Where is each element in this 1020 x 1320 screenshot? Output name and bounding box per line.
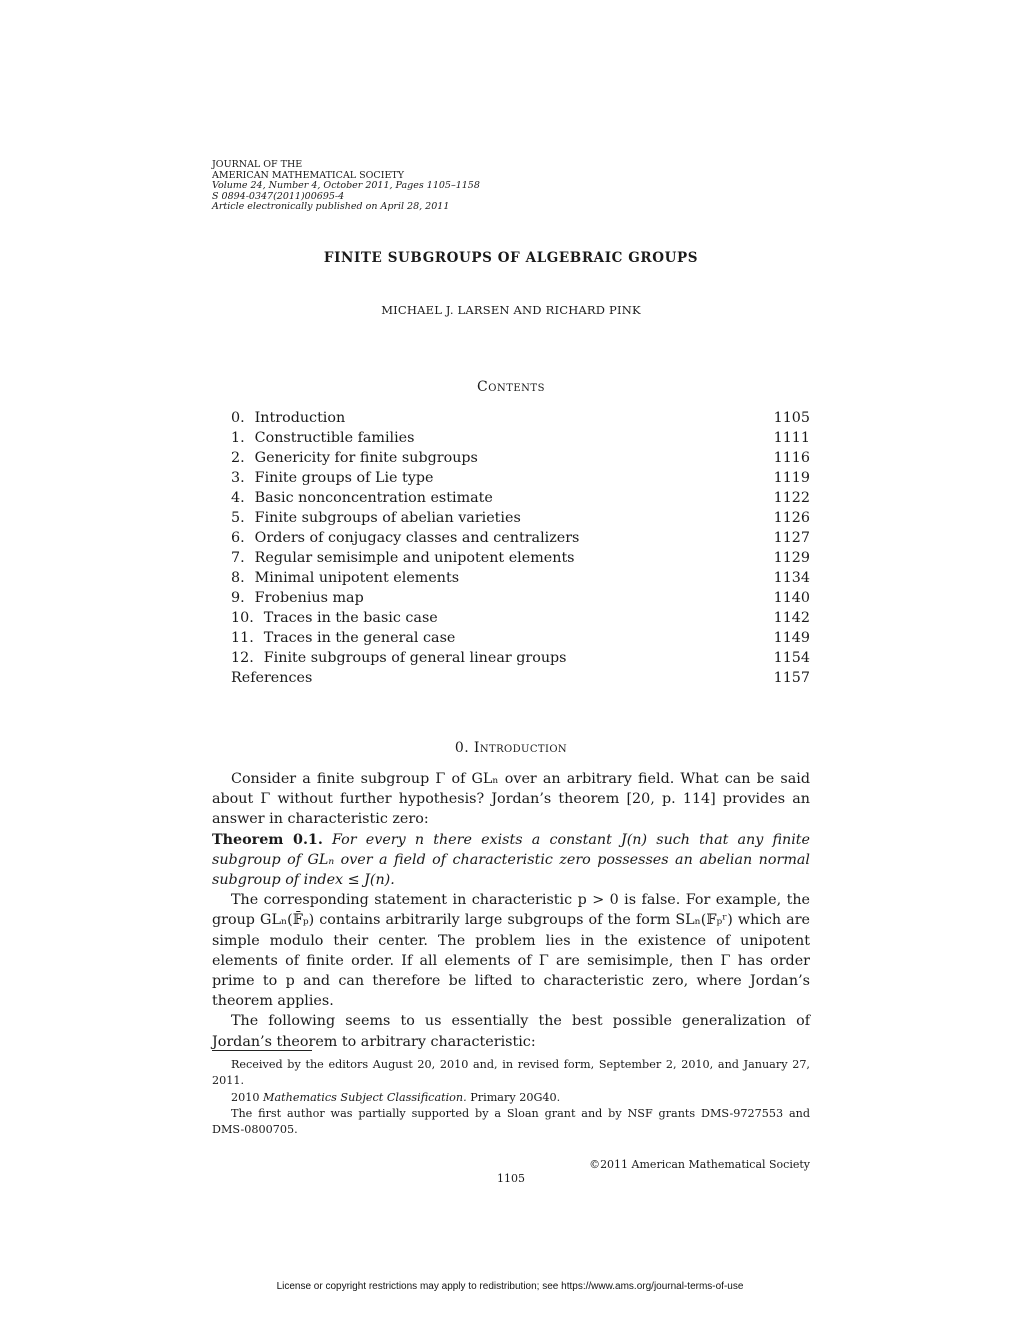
intro-paragraph-3: The following seems to us essentially the best possible generalization of Jordan’s theorem to arbitrary characteristic: (212, 1013, 810, 1050)
toc-entry (231, 448, 810, 468)
journal-name-line-2: AMERICAN MATHEMATICAL SOCIETY (212, 169, 404, 181)
toc-entry-number: 11. (231, 630, 254, 646)
toc-entry-number: 9. (231, 590, 245, 606)
toc-entry (231, 508, 810, 528)
toc-entry-title: Traces in the general case (263, 630, 456, 646)
toc-entry-page: 1129 (773, 550, 810, 566)
page-number: 1105 (497, 1172, 525, 1185)
toc-entry-title: Regular semisimple and unipotent elements (254, 550, 575, 566)
toc-entry (231, 428, 810, 448)
footnotes (212, 1057, 810, 1138)
msc-value: Primary 20G40. (470, 1090, 561, 1104)
paper-title: FINITE SUBGROUPS OF ALGEBRAIC GROUPS (323, 250, 699, 266)
introduction-body (212, 769, 810, 1052)
footnote-msc (212, 1090, 810, 1106)
toc-entry (231, 588, 810, 608)
toc-entry-title: Finite subgroups of abelian varieties (254, 510, 521, 526)
toc-entry-number: 3. (231, 470, 245, 486)
license-notice: License or copyright restrictions may apply to redistribution; see https://www.ams.org/journal-terms-of-use (276, 1281, 744, 1292)
toc-entry-number: 10. (231, 610, 254, 626)
toc-entry-number: 6. (231, 530, 245, 546)
toc-entry-number: 2. (231, 450, 245, 466)
toc-entry-number: 4. (231, 490, 245, 506)
toc-entry-number: 1. (231, 430, 245, 446)
toc-entry-page: 1149 (773, 630, 810, 646)
toc-entry-page: 1126 (773, 510, 810, 526)
contents-heading: Contents (477, 379, 545, 395)
toc-entry-page: 1154 (773, 650, 810, 666)
journal-header (212, 160, 480, 213)
toc-entry-page: 1142 (773, 610, 810, 626)
toc-entry-title: Orders of conjugacy classes and centralizers (254, 530, 580, 546)
toc-entry-number: 12. (231, 650, 254, 666)
toc-entry-references (231, 668, 810, 688)
toc-entry-number: 5. (231, 510, 245, 526)
theorem-label: Theorem 0.1. (212, 831, 323, 848)
footnote-rule (212, 1050, 312, 1051)
toc-entry-number: 8. (231, 570, 245, 586)
toc-entry-number: 7. (231, 550, 245, 566)
copyright-notice: ©2011 American Mathematical Society (589, 1158, 810, 1171)
journal-issn: S 0894-0347(2011)00695-4 (212, 190, 345, 202)
theorem-0-1 (212, 830, 810, 891)
theorem-statement: For every n there exists a constant J(n) such that any finite subgroup of GLₙ over a field of characteristic zero possesses an abelian normal subgroup of index ≤ J(n). (212, 831, 811, 889)
toc-entry-page: 1157 (773, 670, 810, 686)
toc-entry-page: 1105 (773, 410, 810, 426)
toc-entry-title: References (231, 670, 313, 686)
journal-volume-info: Volume 24, Number 4, October 2011, Pages 1105–1158 (212, 180, 480, 191)
toc-entry-title: Introduction (254, 410, 346, 426)
toc-entry-title: Traces in the basic case (263, 610, 438, 626)
toc-entry-page: 1116 (773, 450, 810, 466)
toc-entry-title: Constructible families (254, 430, 415, 446)
intro-paragraph-1: Consider a finite subgroup Γ of GLₙ over an arbitrary field. What can be said about Γ without further hypothesis? Jordan’s theorem [20, p. 114] provides an answer in characteristic zero: (212, 771, 810, 828)
toc-entry (231, 648, 810, 668)
section-heading-introduction: 0. Introduction (454, 740, 568, 756)
intro-paragraph-2: The corresponding statement in characteristic p > 0 is false. For example, the group GLₙ(𝔽̄ₚ) contains arbitrarily large subgroups of the form SLₙ(𝔽ₚʳ) which are simple modulo their center. The problem lies in the existence of unipotent elements of finite order. If all elements of Γ are semisimple, then Γ has order prime to p and can therefore be lifted to characteristic zero, where Jordan’s theorem applies. (212, 892, 810, 1010)
toc-entry-page: 1119 (773, 470, 810, 486)
toc-entry (231, 608, 810, 628)
toc-entry-title: Frobenius map (254, 590, 364, 606)
footnote-support: The first author was partially supported by a Sloan grant and by NSF grants DMS-9727553 and DMS-0800705. (212, 1106, 810, 1137)
msc-year: 2010 (231, 1090, 260, 1104)
toc-entry (231, 568, 810, 588)
toc-entry-page: 1111 (773, 430, 810, 446)
toc-entry (231, 528, 810, 548)
footnote-received: Received by the editors August 20, 2010 and, in revised form, September 2, 2010, and January 27, 2011. (212, 1058, 810, 1088)
toc-entry (231, 468, 810, 488)
journal-name-line-1: JOURNAL OF THE (212, 159, 303, 170)
paper-authors: MICHAEL J. LARSEN AND RICHARD PINK (381, 303, 641, 317)
toc-entry-title: Genericity for finite subgroups (254, 450, 478, 466)
toc-entry-page: 1140 (773, 590, 810, 606)
toc-entry-title: Finite subgroups of general linear groups (263, 650, 567, 666)
toc-entry-number: 0. (231, 410, 245, 426)
toc-entry (231, 548, 810, 568)
toc-entry (231, 628, 810, 648)
journal-publication-date: Article electronically published on April 28, 2011 (212, 201, 450, 212)
toc-entry-page: 1134 (773, 570, 810, 586)
toc-entry-title: Finite groups of Lie type (254, 470, 434, 486)
toc-entry-title: Basic nonconcentration estimate (254, 490, 493, 506)
toc-entry-page: 1127 (773, 530, 810, 546)
toc-entry-page: 1122 (773, 490, 810, 506)
msc-label: Mathematics Subject Classification. (263, 1090, 467, 1104)
toc-entry (231, 408, 810, 428)
toc-entry (231, 488, 810, 508)
table-of-contents (231, 408, 810, 688)
toc-entry-title: Minimal unipotent elements (254, 570, 460, 586)
